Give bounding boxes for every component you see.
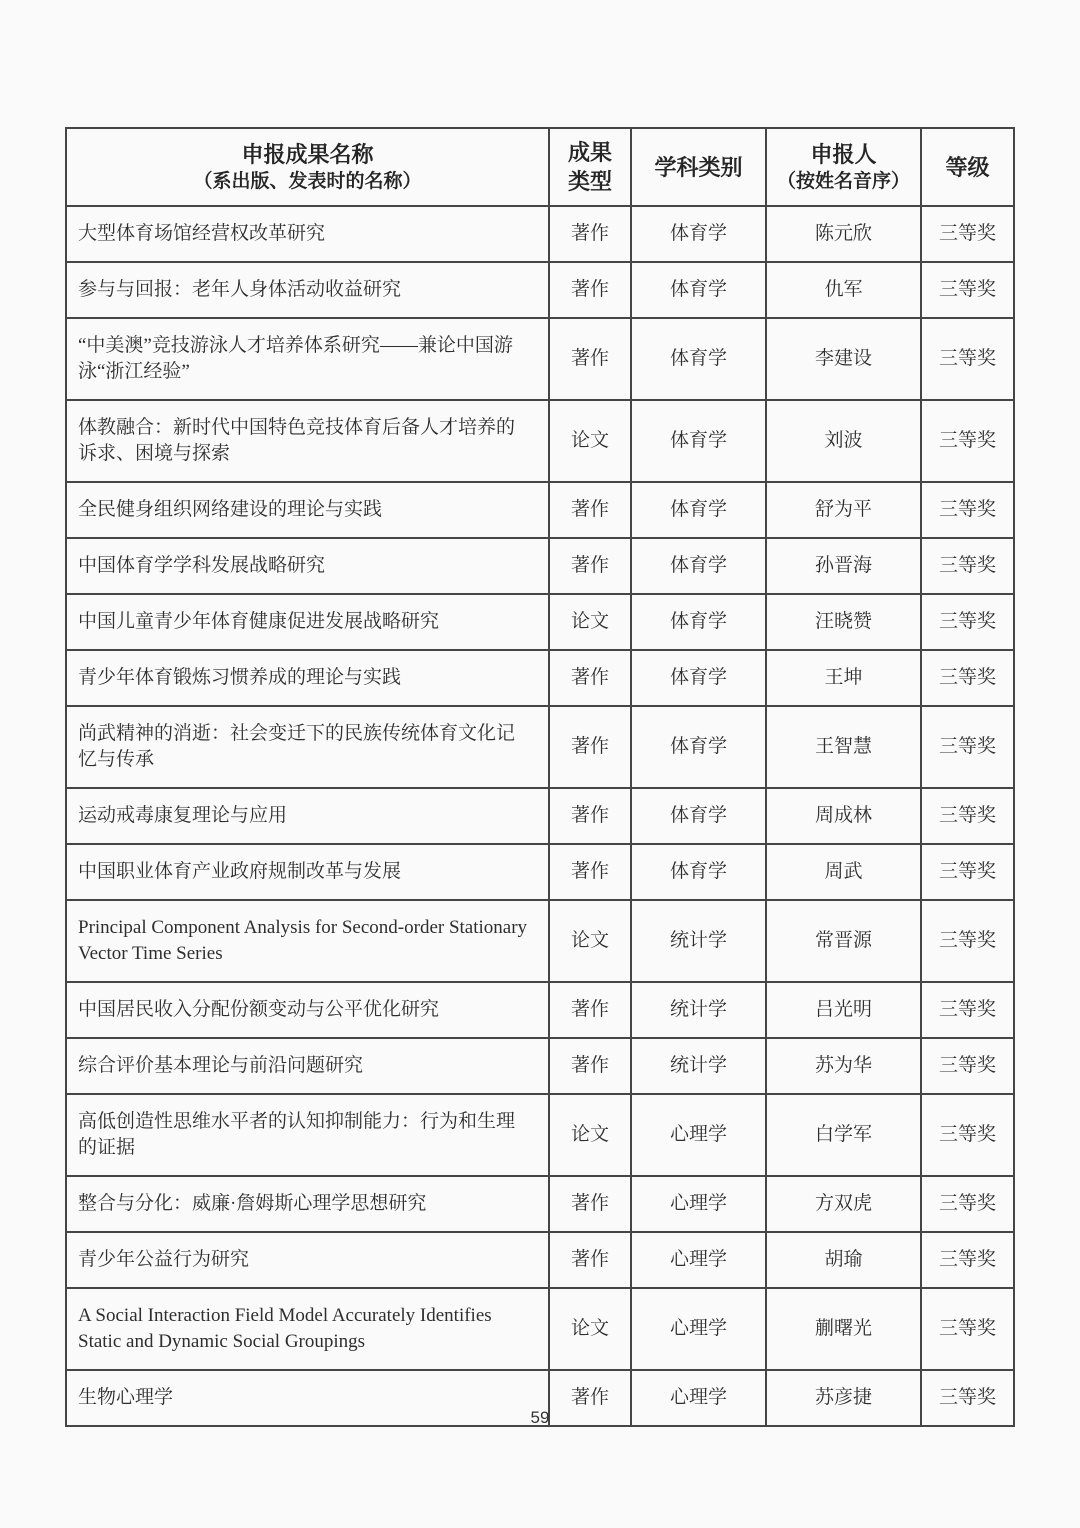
grade-cell: 三等奖 (921, 1094, 1014, 1176)
discipline-cell: 心理学 (631, 1176, 766, 1232)
applicant-cell: 苏彦捷 (766, 1370, 921, 1426)
result-type-cell: 论文 (549, 1094, 631, 1176)
grade-cell: 三等奖 (921, 318, 1014, 400)
header-result-type-line1: 成果 (567, 140, 612, 165)
result-name-cell: 参与与回报：老年人身体活动收益研究 (66, 262, 549, 318)
result-type-cell: 论文 (549, 1288, 631, 1370)
table-row (66, 788, 1014, 844)
grade-cell: 三等奖 (921, 262, 1014, 318)
result-type-cell: 著作 (549, 482, 631, 538)
grade-cell: 三等奖 (921, 706, 1014, 788)
applicant-cell: 蒯曙光 (766, 1288, 921, 1370)
header-applicant (766, 128, 921, 206)
result-type-cell: 著作 (549, 706, 631, 788)
table-row (66, 706, 1014, 788)
table-row (66, 900, 1014, 982)
applicant-cell: 王智慧 (766, 706, 921, 788)
result-type-cell: 著作 (549, 788, 631, 844)
grade-cell: 三等奖 (921, 594, 1014, 650)
discipline-cell: 体育学 (631, 788, 766, 844)
discipline-cell: 心理学 (631, 1288, 766, 1370)
grade-cell: 三等奖 (921, 1288, 1014, 1370)
result-type-cell: 著作 (549, 650, 631, 706)
result-name-cell: “中美澳”竞技游泳人才培养体系研究——兼论中国游泳“浙江经验” (66, 318, 549, 400)
header-grade-label: 等级 (945, 154, 990, 180)
header-applicant-line2: （按姓名音序） (776, 170, 910, 192)
table-body (66, 206, 1014, 1426)
header-grade (921, 128, 1014, 206)
applicant-cell: 周武 (766, 844, 921, 900)
result-name-cell: Principal Component Analysis for Second-order Stationary Vector Time Series (66, 900, 549, 982)
discipline-cell: 体育学 (631, 538, 766, 594)
header-result-type (549, 128, 631, 206)
table-row (66, 1094, 1014, 1176)
discipline-cell: 统计学 (631, 982, 766, 1038)
grade-cell: 三等奖 (921, 482, 1014, 538)
result-type-cell: 论文 (549, 400, 631, 482)
result-type-cell: 著作 (549, 538, 631, 594)
result-type-cell: 著作 (549, 206, 631, 262)
header-result-name-line1: 申报成果名称 (241, 141, 374, 167)
discipline-cell: 体育学 (631, 206, 766, 262)
discipline-cell: 体育学 (631, 650, 766, 706)
grade-cell: 三等奖 (921, 1232, 1014, 1288)
table-row (66, 206, 1014, 262)
discipline-cell: 心理学 (631, 1232, 766, 1288)
applicant-cell: 舒为平 (766, 482, 921, 538)
table-row (66, 1288, 1014, 1370)
grade-cell: 三等奖 (921, 1176, 1014, 1232)
result-type-cell: 论文 (549, 900, 631, 982)
applicant-cell: 李建设 (766, 318, 921, 400)
applicant-cell: 汪晓赞 (766, 594, 921, 650)
result-type-cell: 著作 (549, 262, 631, 318)
applicant-cell: 王坤 (766, 650, 921, 706)
result-type-cell: 著作 (549, 844, 631, 900)
discipline-cell: 体育学 (631, 400, 766, 482)
result-type-cell: 著作 (549, 1370, 631, 1426)
result-name-cell: 运动戒毒康复理论与应用 (66, 788, 549, 844)
grade-cell: 三等奖 (921, 982, 1014, 1038)
result-name-cell: 体教融合：新时代中国特色竞技体育后备人才培养的诉求、困境与探索 (66, 400, 549, 482)
discipline-cell: 体育学 (631, 482, 766, 538)
table-row (66, 262, 1014, 318)
result-name-cell: 综合评价基本理论与前沿问题研究 (66, 1038, 549, 1094)
result-name-cell: 中国儿童青少年体育健康促进发展战略研究 (66, 594, 549, 650)
applicant-cell: 刘波 (766, 400, 921, 482)
header-result-name-line2: （系出版、发表时的名称） (193, 170, 422, 192)
result-type-cell: 著作 (549, 1232, 631, 1288)
result-name-cell: 中国体育学学科发展战略研究 (66, 538, 549, 594)
applicant-cell: 周成林 (766, 788, 921, 844)
result-name-cell: 大型体育场馆经营权改革研究 (66, 206, 549, 262)
grade-cell: 三等奖 (921, 788, 1014, 844)
grade-cell: 三等奖 (921, 650, 1014, 706)
applicant-cell: 方双虎 (766, 1176, 921, 1232)
result-type-cell: 著作 (549, 982, 631, 1038)
discipline-cell: 心理学 (631, 1370, 766, 1426)
header-applicant-line1: 申报人 (810, 141, 877, 167)
applicant-cell: 吕光明 (766, 982, 921, 1038)
grade-cell: 三等奖 (921, 844, 1014, 900)
discipline-cell: 体育学 (631, 594, 766, 650)
table-row (66, 1038, 1014, 1094)
header-result-name (66, 128, 549, 206)
result-name-cell: 全民健身组织网络建设的理论与实践 (66, 482, 549, 538)
grade-cell: 三等奖 (921, 900, 1014, 982)
grade-cell: 三等奖 (921, 1370, 1014, 1426)
result-type-cell: 著作 (549, 318, 631, 400)
table-row (66, 318, 1014, 400)
table-row (66, 982, 1014, 1038)
applicant-cell: 白学军 (766, 1094, 921, 1176)
applicant-cell: 仇军 (766, 262, 921, 318)
result-name-cell: 尚武精神的消逝：社会变迁下的民族传统体育文化记忆与传承 (66, 706, 549, 788)
result-name-cell: 整合与分化：威廉·詹姆斯心理学思想研究 (66, 1176, 549, 1232)
table-row (66, 538, 1014, 594)
result-name-cell: 中国职业体育产业政府规制改革与发展 (66, 844, 549, 900)
table-row (66, 594, 1014, 650)
grade-cell: 三等奖 (921, 206, 1014, 262)
table-row (66, 1176, 1014, 1232)
applicant-cell: 孙晋海 (766, 538, 921, 594)
result-name-cell: 青少年体育锻炼习惯养成的理论与实践 (66, 650, 549, 706)
applicant-cell: 常晋源 (766, 900, 921, 982)
grade-cell: 三等奖 (921, 1038, 1014, 1094)
discipline-cell: 统计学 (631, 1038, 766, 1094)
result-name-cell: 中国居民收入分配份额变动与公平优化研究 (66, 982, 549, 1038)
result-name-cell: A Social Interaction Field Model Accurately Identifies Static and Dynamic Social Groupings (66, 1288, 549, 1370)
discipline-cell: 体育学 (631, 844, 766, 900)
grade-cell: 三等奖 (921, 400, 1014, 482)
table-row (66, 400, 1014, 482)
discipline-cell: 心理学 (631, 1094, 766, 1176)
discipline-cell: 统计学 (631, 900, 766, 982)
result-type-cell: 著作 (549, 1038, 631, 1094)
discipline-cell: 体育学 (631, 706, 766, 788)
discipline-cell: 体育学 (631, 262, 766, 318)
result-name-cell: 青少年公益行为研究 (66, 1232, 549, 1288)
result-name-cell: 生物心理学 (66, 1370, 549, 1426)
grade-cell: 三等奖 (921, 538, 1014, 594)
header-discipline-label: 学科类别 (654, 154, 743, 180)
applicant-cell: 陈元欣 (766, 206, 921, 262)
award-results-table (65, 127, 1015, 1427)
header-discipline (631, 128, 766, 206)
header-result-type-line2: 类型 (567, 169, 612, 194)
table-row (66, 844, 1014, 900)
table-header-row (66, 128, 1014, 206)
table-row (66, 482, 1014, 538)
applicant-cell: 苏为华 (766, 1038, 921, 1094)
table-row (66, 1232, 1014, 1288)
result-type-cell: 著作 (549, 1176, 631, 1232)
discipline-cell: 体育学 (631, 318, 766, 400)
result-type-cell: 论文 (549, 594, 631, 650)
result-name-cell: 高低创造性思维水平者的认知抑制能力：行为和生理的证据 (66, 1094, 549, 1176)
applicant-cell: 胡瑜 (766, 1232, 921, 1288)
table-row (66, 650, 1014, 706)
page-number: 59 (530, 1408, 550, 1427)
